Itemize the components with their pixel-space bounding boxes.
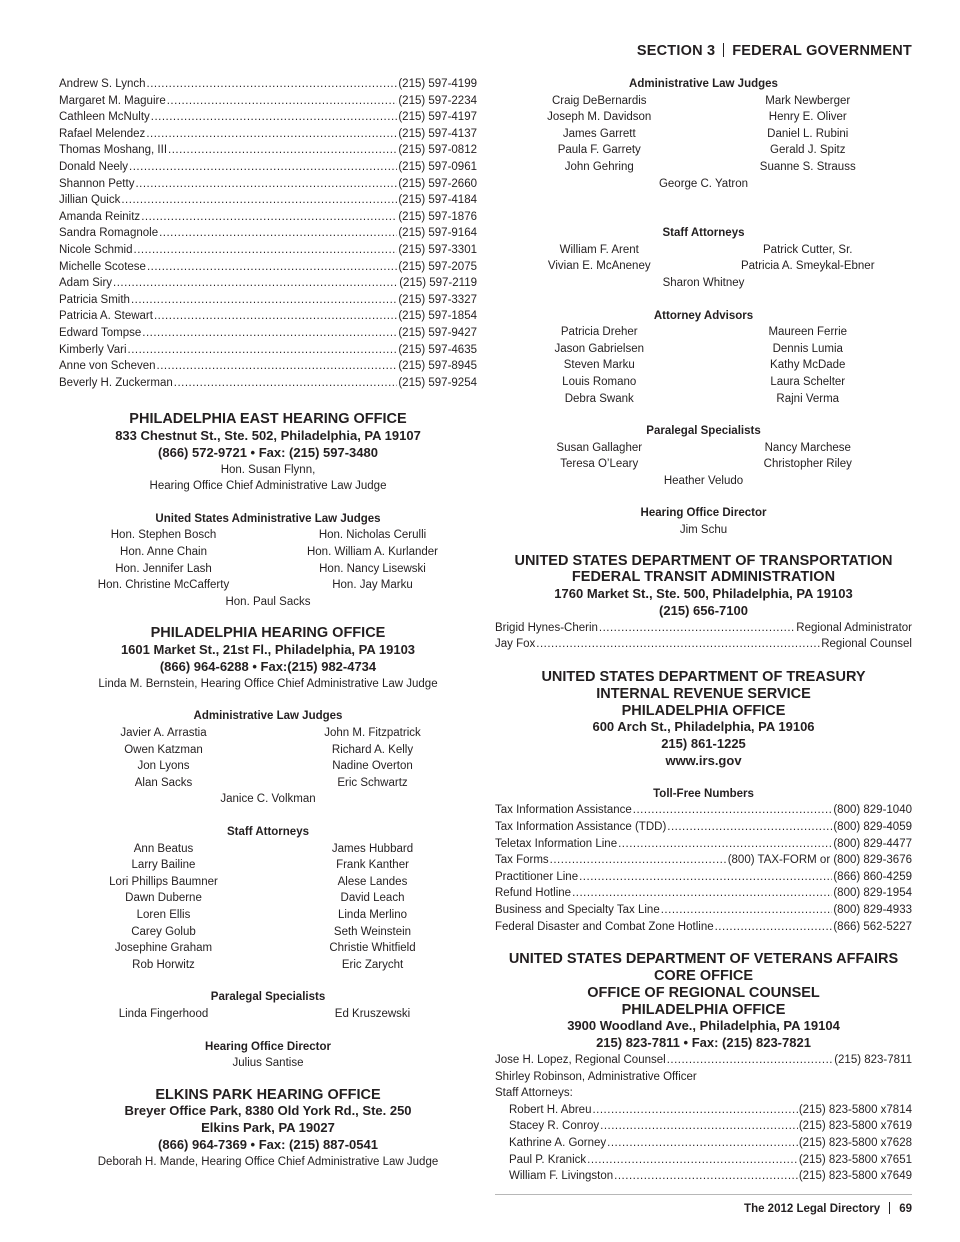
footer-separator	[889, 1202, 890, 1214]
directory-row	[59, 176, 477, 193]
entry-name: Andrew S. Lynch	[59, 78, 146, 90]
entry-value: (215) 823-5800 x7649	[798, 1170, 912, 1183]
agency-address: 600 Arch St., Philadelphia, PA 19106	[592, 719, 815, 735]
leader-dots	[579, 869, 832, 886]
judge-name: Henry E. Oliver	[768, 111, 847, 124]
entry-value: (215) 597-1854	[398, 310, 477, 323]
directory-row	[59, 159, 477, 176]
leader-dots	[633, 802, 833, 819]
section-title: FEDERAL GOVERNMENT	[732, 43, 912, 59]
paralegal-name: Nancy Marchese	[764, 441, 851, 454]
entry-value: (215) 597-4137	[398, 127, 477, 140]
chief-judge-title: Hearing Office Chief Administrative Law Judge	[149, 480, 387, 493]
judge-name: Hon. Jay Marku	[332, 579, 413, 592]
judge-name: Hon. Nancy Lisewski	[319, 562, 426, 575]
entry-name: Michelle Scotese	[59, 260, 146, 273]
group-heading: Toll-Free Numbers	[653, 787, 754, 800]
agency-phone: (215) 656-7100	[659, 603, 748, 619]
toll-free-row	[495, 869, 912, 886]
leader-dots	[146, 126, 397, 143]
entry-value: (215) 823-5800 x7814	[798, 1103, 912, 1116]
judge-name: George C. Yatron	[658, 177, 749, 190]
judge-name: Jon Lyons	[137, 760, 190, 773]
leader-dots	[168, 142, 397, 159]
publication-name: The 2012 Legal Directory	[744, 1203, 881, 1215]
contact-row	[495, 620, 912, 637]
advisor-name: Patricia Dreher	[560, 326, 638, 339]
directory-row	[59, 192, 477, 209]
directory-row	[59, 209, 477, 226]
leader-dots	[715, 919, 833, 936]
directory-row	[59, 93, 477, 110]
entry-name: Paul P. Kranick	[509, 1153, 587, 1166]
attorney-name: Patrick Cutter, Sr.	[763, 243, 853, 256]
entry-name: Robert H. Abreu	[509, 1103, 592, 1116]
chief-judge: Linda M. Bernstein, Hearing Office Chief Administrative Law Judge	[98, 677, 438, 690]
agency-office: OFFICE OF REGIONAL COUNSEL	[587, 984, 820, 1001]
group-heading: Hearing Office Director	[205, 1040, 331, 1053]
section-number: SECTION 3	[636, 43, 716, 59]
entry-value: (215) 597-9427	[398, 326, 477, 339]
entry-value: (215) 597-8945	[398, 360, 477, 373]
entry-name: Patricia A. Stewart	[59, 310, 153, 323]
judge-name: Hon. Jennifer Lash	[115, 562, 212, 575]
entry-value: (215) 597-2075	[398, 260, 477, 273]
entry-name: Refund Hotline	[495, 887, 572, 900]
leader-dots	[151, 109, 398, 126]
staff-row	[495, 1135, 912, 1152]
entry-name: Tax Forms	[495, 854, 549, 867]
entry-value: (215) 597-4635	[398, 343, 477, 356]
judge-name: Suanne S. Strauss	[759, 160, 856, 173]
paralegal-name: Ed Kruszewski	[334, 1007, 411, 1020]
staff-row	[495, 1118, 912, 1135]
judge-name: Gerald J. Spitz	[770, 144, 846, 157]
attorney-name: Eric Zarycht	[341, 958, 404, 971]
group-heading: Staff Attorneys	[662, 227, 745, 240]
leader-dots	[174, 375, 398, 392]
leader-dots	[167, 93, 398, 110]
entry-value: (215) 823-5800 x7651	[798, 1153, 912, 1166]
attorney-name: Dawn Duberne	[125, 892, 202, 905]
attorney-name: Larry Bailine	[131, 859, 196, 872]
directory-row	[59, 325, 477, 342]
page-number: 69	[899, 1203, 912, 1215]
agency-subtitle: CORE OFFICE	[653, 967, 754, 984]
staff-row	[495, 1102, 912, 1119]
judge-name: Hon. Paul Sacks	[225, 595, 311, 608]
leader-dots	[157, 358, 398, 375]
leader-dots	[614, 1168, 798, 1185]
leader-dots	[587, 1152, 798, 1169]
leader-dots	[131, 292, 397, 309]
directory-row	[59, 375, 477, 392]
entry-value: (866) 562-5227	[833, 920, 912, 933]
group-heading: United States Administrative Law Judges	[155, 512, 381, 525]
entry-value: (800) 829-1954	[833, 887, 912, 900]
agency-address: 3900 Woodland Ave., Philadelphia, PA 19104	[567, 1018, 840, 1034]
office-title: PHILADELPHIA HEARING OFFICE	[150, 625, 386, 642]
staff-row	[495, 1168, 912, 1185]
attorney-name: Alese Landes	[337, 875, 408, 888]
leader-dots	[135, 176, 397, 193]
entry-value: (215) 597-9254	[398, 376, 477, 389]
judge-name: Hon. Christine McCafferty	[97, 579, 230, 592]
directory-row	[59, 225, 477, 242]
toll-free-row	[495, 836, 912, 853]
agency-address: 1760 Market St., Ste. 500, Philadelphia, PA 19103	[554, 586, 853, 602]
entry-name: Business and Specialty Tax Line	[495, 903, 660, 916]
leader-dots	[147, 76, 398, 93]
attorney-name: David Leach	[340, 892, 405, 905]
entry-name: Cathleen McNulty	[59, 111, 150, 124]
judge-name: Hon. William A. Kurlander	[306, 546, 439, 559]
agency-title: UNITED STATES DEPARTMENT OF VETERANS AFFAIRS	[508, 951, 899, 968]
entry-name: Tax Information Assistance (TDD)	[495, 821, 667, 833]
judges-grid	[495, 93, 912, 176]
attorney-name: William F. Arent	[559, 243, 639, 256]
advisor-name: Dennis Lumia	[772, 342, 843, 355]
entry-value: (866) 860-4259	[833, 870, 912, 883]
directory-row	[59, 126, 477, 143]
entry-name: Federal Disaster and Combat Zone Hotline	[495, 920, 714, 933]
chief-judge: Deborah H. Mande, Hearing Office Chief Administrative Law Judge	[97, 1155, 439, 1168]
staff-phone-list	[59, 76, 477, 391]
entry-value: (215) 597-2234	[398, 94, 477, 107]
attorney-name: Carey Golub	[131, 925, 196, 938]
judge-name: Paula F. Garrety	[557, 144, 641, 157]
leader-dots	[592, 1102, 797, 1119]
directory-row	[59, 292, 477, 309]
judge-name: John M. Fitzpatrick	[324, 727, 421, 739]
director-name: Jim Schu	[679, 524, 728, 537]
counsel-name: Jose H. Lopez, Regional Counsel	[495, 1053, 666, 1066]
admin-officer: Shirley Robinson, Administrative Officer	[495, 1070, 697, 1083]
toll-free-row	[495, 802, 912, 819]
header-divider	[723, 43, 724, 57]
entry-name: Kathrine A. Gorney	[509, 1136, 607, 1149]
directory-row	[59, 142, 477, 159]
entry-name: Anne von Scheven	[59, 360, 156, 373]
entry-name: Stacey R. Conroy	[509, 1120, 600, 1133]
office-address: 1601 Market St., 21st Fl., Philadelphia, PA 19103	[120, 642, 416, 658]
entry-name: Sandra Romagnole	[59, 227, 159, 240]
entry-name: Tax Information Assistance	[495, 804, 632, 817]
entry-value: (215) 597-0812	[398, 144, 477, 157]
footer-divider	[495, 1194, 912, 1195]
toll-free-list	[495, 802, 912, 935]
entry-name: Thomas Moshang, III	[59, 144, 168, 157]
group-heading: Staff Attorneys	[227, 825, 309, 838]
entry-value: (800) 829-4059	[833, 821, 912, 833]
entry-name: Patricia Smith	[59, 293, 130, 306]
staff-attorneys-grid	[59, 841, 477, 974]
attorney-name: Patricia A. Smeykal-Ebner	[740, 260, 875, 273]
judge-name: Owen Katzman	[124, 743, 203, 756]
leader-dots	[607, 1135, 798, 1152]
paralegal-name: Christopher Riley	[763, 458, 852, 471]
directory-row	[59, 342, 477, 359]
attorney-name: Sharon Whitney	[662, 276, 745, 289]
entry-value: (215) 597-1876	[398, 210, 477, 223]
director-name: Julius Santise	[232, 1057, 304, 1070]
leader-dots	[159, 225, 397, 242]
judge-name: Alan Sacks	[134, 776, 193, 789]
paralegal-name: Linda Fingerhood	[118, 1007, 209, 1020]
office-address: Breyer Office Park, 8380 Old York Rd., Ste. 250	[124, 1103, 412, 1119]
entry-name: Edward Tompse	[59, 326, 142, 339]
agency-title: UNITED STATES DEPARTMENT OF TRANSPORTATION	[514, 552, 893, 569]
agency-website-link[interactable]: www.irs.gov	[665, 753, 742, 769]
entry-name: Jay Fox	[495, 638, 536, 651]
entry-name: Teletax Information Line	[495, 837, 618, 850]
entry-value: (800) 829-4477	[833, 837, 912, 850]
office-phones: (866) 964-6288 • Fax:(215) 982-4734	[159, 659, 377, 675]
agency-subtitle: INTERNAL REVENUE SERVICE	[596, 685, 811, 702]
agency-phone: 215) 861-1225	[661, 736, 746, 752]
attorney-name: James Hubbard	[331, 842, 414, 855]
entry-value: Regional Counsel	[821, 638, 912, 651]
entry-name: Brigid Hynes-Cherin	[495, 621, 598, 634]
leader-dots	[599, 620, 795, 637]
judges-grid	[59, 725, 477, 791]
office-phones: (866) 572-9721 • Fax: (215) 597-3480	[158, 444, 378, 460]
office-title: PHILADELPHIA EAST HEARING OFFICE	[129, 411, 407, 428]
group-heading: Paralegal Specialists	[646, 425, 761, 438]
judge-name: Hon. Anne Chain	[120, 546, 207, 559]
paralegal-name: Heather Veludo	[663, 474, 744, 487]
attorney-name: Christie Whitfield	[329, 942, 416, 955]
leader-dots	[129, 159, 397, 176]
judge-name: Richard A. Kelly	[331, 743, 414, 756]
entry-value: (215) 597-3301	[398, 243, 477, 256]
entry-value: (800) 829-4933	[833, 903, 912, 916]
directory-row	[59, 109, 477, 126]
advisor-name: Kathy McDade	[770, 359, 846, 372]
entry-name: Rafael Melendez	[59, 127, 146, 140]
entry-value: (215) 823-5800 x7619	[798, 1120, 912, 1133]
entry-name: Amanda Reinitz	[59, 210, 141, 223]
judge-name: Nadine Overton	[332, 760, 413, 773]
page-footer	[744, 1202, 912, 1215]
entry-value: (800) 829-1040	[833, 804, 912, 817]
leader-dots	[121, 192, 397, 209]
directory-row	[59, 308, 477, 325]
entry-name: Beverly H. Zuckerman	[59, 376, 173, 389]
judge-name: Daniel L. Rubini	[767, 127, 849, 140]
leader-dots	[113, 275, 398, 292]
judge-name: Eric Schwartz	[337, 776, 408, 789]
agency-office: PHILADELPHIA OFFICE	[621, 702, 786, 719]
judge-name: Joseph M. Davidson	[547, 111, 652, 124]
judge-name: Hon. Nicholas Cerulli	[318, 529, 427, 542]
entry-name: Nicole Schmid	[59, 243, 133, 256]
entry-value: (215) 597-4199	[398, 78, 477, 90]
leader-dots	[618, 836, 832, 853]
attorney-name: Linda Merlino	[337, 908, 408, 921]
left-column	[59, 76, 477, 1170]
directory-row	[59, 259, 477, 276]
advisor-name: Laura Schelter	[770, 375, 846, 388]
entry-value: (215) 597-2660	[398, 177, 477, 190]
office-phones: (866) 964-7369 • Fax: (215) 887-0541	[158, 1137, 378, 1153]
toll-free-row	[495, 885, 912, 902]
group-heading: Attorney Advisors	[653, 309, 754, 322]
entry-value: (215) 597-4184	[398, 194, 477, 207]
judge-name: Hon. Stephen Bosch	[110, 529, 217, 542]
attorney-name: Seth Weinstein	[333, 925, 412, 938]
attorney-name: Lori Phillips Baumner	[109, 875, 218, 888]
entry-value: Regional Administrator	[796, 621, 912, 634]
judge-name: Javier A. Arrastia	[120, 727, 207, 739]
leader-dots	[572, 885, 832, 902]
paralegal-name: Teresa O’Leary	[560, 458, 639, 471]
entry-name: William F. Livingston	[509, 1170, 614, 1183]
entry-name: Kimberly Vari	[59, 343, 127, 356]
group-heading: Hearing Office Director	[640, 507, 767, 520]
advisor-name: Louis Romano	[562, 375, 637, 388]
paralegals-grid	[59, 1006, 477, 1023]
attorney-name: Vivian E. McAneney	[547, 260, 651, 273]
judge-name: James Garrett	[562, 127, 636, 140]
entry-name: Jillian Quick	[59, 194, 121, 207]
staff-label: Staff Attorneys:	[495, 1087, 573, 1100]
leader-dots	[154, 308, 397, 325]
agency-title: UNITED STATES DEPARTMENT OF TREASURY	[541, 669, 866, 686]
entry-value: (215) 823-5800 x7628	[798, 1136, 912, 1149]
group-heading: Paralegal Specialists	[210, 991, 326, 1004]
group-heading: Administrative Law Judges	[629, 78, 778, 90]
dot-contact-list	[495, 620, 912, 653]
entry-value: (215) 597-3327	[398, 293, 477, 306]
judge-name: John Gehring	[564, 160, 634, 173]
office-address: 833 Chestnut St., Ste. 502, Philadelphia, PA 19107	[115, 428, 421, 444]
agency-office-location: PHILADELPHIA OFFICE	[621, 1001, 786, 1018]
advisor-name: Debra Swank	[564, 392, 634, 405]
advisor-name: Steven Marku	[563, 359, 635, 372]
staff-attorneys-grid	[495, 242, 912, 275]
judge-name: Janice C. Volkman	[220, 793, 316, 806]
attorney-name: Loren Ellis	[136, 908, 191, 921]
attorney-name: Ann Beatus	[133, 842, 194, 855]
leader-dots	[667, 1052, 834, 1069]
entry-name: Donald Neely	[59, 160, 129, 173]
chief-judge-name: Hon. Susan Flynn,	[220, 463, 316, 476]
paralegals-grid	[495, 440, 912, 473]
toll-free-row	[495, 852, 912, 869]
va-staff-list	[495, 1102, 912, 1185]
entry-value: (215) 597-0961	[398, 160, 477, 173]
leader-dots	[147, 259, 397, 276]
directory-row	[59, 358, 477, 375]
entry-value: (215) 597-2119	[399, 277, 477, 290]
toll-free-row	[495, 902, 912, 919]
advisor-name: Rajni Verma	[776, 392, 840, 405]
advisors-grid	[495, 324, 912, 407]
agency-subtitle: FEDERAL TRANSIT ADMINISTRATION	[571, 569, 836, 586]
group-heading: Administrative Law Judges	[193, 710, 343, 723]
leader-dots	[142, 325, 397, 342]
leader-dots	[661, 902, 833, 919]
office-title: ELKINS PARK HEARING OFFICE	[155, 1086, 381, 1103]
directory-row	[59, 242, 477, 259]
contact-row	[495, 636, 912, 653]
toll-free-row	[495, 919, 912, 936]
leader-dots	[536, 636, 820, 653]
entry-value: (215) 597-4197	[398, 111, 477, 124]
judge-name: Craig DeBernardis	[551, 94, 647, 107]
entry-value: (215) 597-9164	[398, 227, 477, 240]
attorney-name: Rob Horwitz	[132, 958, 195, 971]
leader-dots	[600, 1118, 798, 1135]
toll-free-row	[495, 819, 912, 836]
office-address: Elkins Park, PA 19027	[201, 1120, 335, 1136]
entry-name: Shannon Petty	[59, 177, 135, 190]
judge-name: Mark Newberger	[765, 94, 851, 107]
leader-dots	[667, 819, 832, 836]
entry-name: Margaret M. Maguire	[59, 94, 166, 107]
leader-dots	[134, 242, 398, 259]
paralegal-name: Susan Gallagher	[556, 441, 643, 454]
staff-row	[495, 1152, 912, 1169]
counsel-row	[495, 1052, 912, 1069]
attorney-name: Frank Kanther	[336, 859, 409, 872]
entry-name: Adam Siry	[59, 277, 113, 290]
agency-phones: 215) 823-7811 • Fax: (215) 823-7821	[596, 1035, 811, 1051]
leader-dots	[128, 342, 398, 359]
attorney-name: Josephine Graham	[114, 942, 213, 955]
counsel-phone: (215) 823-7811	[834, 1053, 912, 1066]
leader-dots	[141, 209, 397, 226]
judges-grid	[59, 527, 477, 593]
entry-name: Practitioner Line	[495, 870, 579, 883]
directory-row	[59, 76, 477, 93]
section-header	[637, 43, 912, 59]
right-column	[495, 76, 912, 1185]
directory-row	[59, 275, 477, 292]
entry-value: (800) TAX-FORM or (800) 829-3676	[727, 854, 912, 867]
advisor-name: Jason Gabrielsen	[554, 342, 644, 355]
advisor-name: Maureen Ferrie	[768, 326, 848, 339]
leader-dots	[550, 852, 727, 869]
